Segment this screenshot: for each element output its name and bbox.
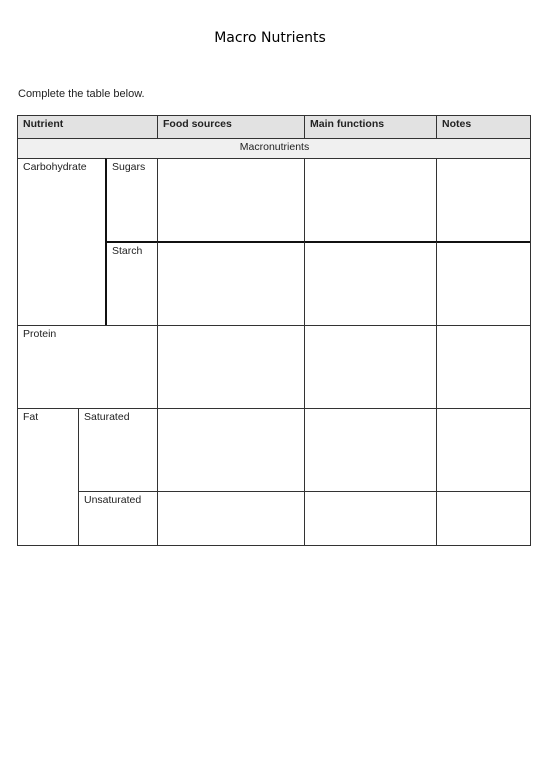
sugars-food-sources-cell[interactable] [157, 158, 304, 242]
sugars-notes-cell[interactable] [436, 158, 531, 242]
unsaturated-food-sources-cell[interactable] [157, 491, 304, 546]
header-notes: Notes [436, 115, 531, 138]
starch-main-functions-cell[interactable] [304, 241, 436, 325]
unsaturated-notes-cell[interactable] [436, 491, 531, 546]
header-main-functions: Main functions [304, 115, 436, 138]
unsaturated-main-functions-cell[interactable] [304, 491, 436, 546]
row-label-sugars: Sugars [105, 158, 157, 242]
section-macronutrients: Macronutrients [17, 138, 531, 158]
saturated-notes-cell[interactable] [436, 408, 531, 491]
row-label-unsaturated: Unsaturated [78, 491, 157, 546]
saturated-main-functions-cell[interactable] [304, 408, 436, 491]
starch-food-sources-cell[interactable] [157, 241, 304, 325]
row-label-protein: Protein [17, 325, 157, 408]
page-title: Macro Nutrients [214, 30, 326, 46]
saturated-food-sources-cell[interactable] [157, 408, 304, 491]
protein-food-sources-cell[interactable] [157, 325, 304, 408]
row-label-starch: Starch [105, 241, 157, 325]
row-label-fat: Fat [17, 408, 78, 546]
header-nutrient: Nutrient [17, 115, 157, 138]
protein-notes-cell[interactable] [436, 325, 531, 408]
protein-main-functions-cell[interactable] [304, 325, 436, 408]
sugars-main-functions-cell[interactable] [304, 158, 436, 242]
starch-notes-cell[interactable] [436, 241, 531, 325]
header-food-sources: Food sources [157, 115, 304, 138]
row-label-saturated: Saturated [78, 408, 157, 491]
row-label-carbohydrate: Carbohydrate [17, 158, 106, 325]
instruction-text: Complete the table below. [18, 88, 145, 100]
